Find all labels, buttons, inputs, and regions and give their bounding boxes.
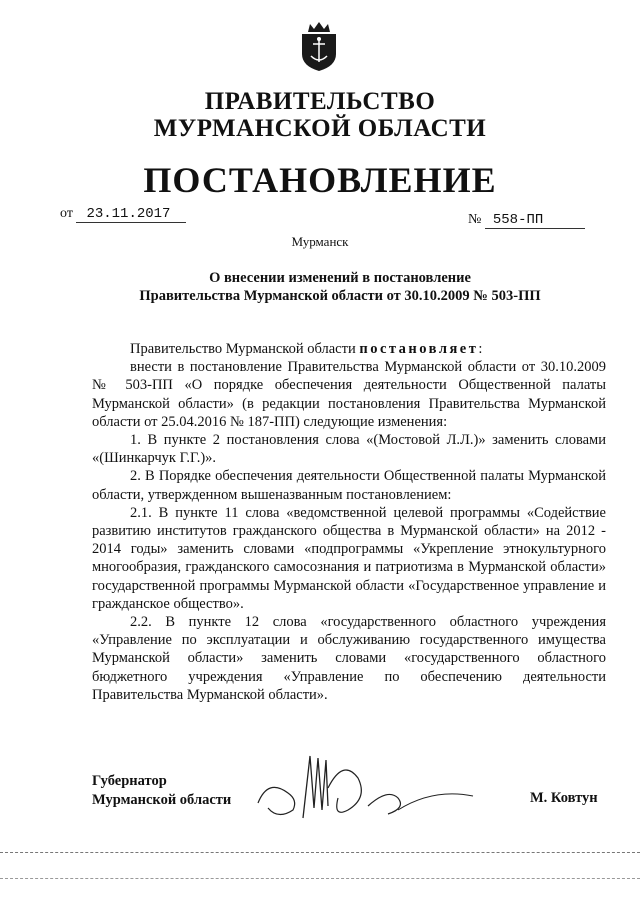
signatory-title (92, 772, 231, 810)
subject-line1: О внесении изменений в постановление (209, 270, 471, 286)
coat-of-arms-icon (298, 18, 340, 72)
organization-name-line2: МУРМАНСКОЙ ОБЛАСТИ (153, 115, 487, 142)
scan-line-bottom (0, 878, 640, 879)
item-2-2: 2.2. В пункте 12 слова «государственного областного учреждения «Управление по эксплуатации и обслуживанию государственного имущества Мурманской области» заменить словами «государственного областного бюджетного учреждения «Управление по обеспечению деятельности Правительства Мурманской области». (92, 614, 606, 703)
subject-line2: Правительства Мурманской области от 30.10.2009 № 503-ПП (139, 288, 541, 304)
main-paragraph: внести в постановление Правительства Мурманской области от 30.10.2009 № 503-ПП «О порядке обеспечения деятельности Общественной палаты Мурманской области» (в редакции постановления Правительства Мурманской области от 25.04.2016 № 187-ПП) следующие изменения: (92, 359, 606, 430)
date-value: 23.11.2017 (76, 206, 186, 223)
signatory-name: М. Ковтун (530, 790, 598, 806)
organization-name-line1: ПРАВИТЕЛЬСТВО (204, 88, 436, 115)
intro-paragraph (92, 340, 606, 358)
decree-word: постановляет (359, 341, 479, 357)
handwritten-signature (248, 748, 488, 828)
item-1: 1. В пункте 2 постановления слова «(Мостовой Л.Л.)» заменить словами «(Шинкарчук Г.Г.)». (92, 432, 606, 467)
scan-line-top (0, 852, 640, 853)
intro-prefix: Правительство Мурманской области (130, 341, 360, 357)
document-body (92, 340, 606, 704)
city: Мурманск (291, 234, 349, 249)
document-subject (60, 269, 620, 305)
document-number (468, 212, 585, 229)
date-label: от (60, 206, 73, 221)
item-2-1: 2.1. В пункте 11 слова «ведомственной целевой программы «Содействие развитию институтов гражданского общества в Мурманской области» на 2012 - 2014 годы» заменить словами «подпрограммы «Укрепление этнокультурного многообразия, гражданского самосознания и патриотизма в Мурманской области» государственной программы Мурманской области «Государственное управление и гражданское общество». (92, 504, 606, 612)
document-type-title: ПОСТАНОВЛЕНИЕ (143, 160, 497, 200)
signatory-title-line2: Мурманской области (92, 792, 232, 808)
number-label: № (468, 212, 482, 227)
number-value: 558-ПП (485, 212, 585, 229)
intro-suffix: : (478, 341, 483, 357)
document-date (60, 206, 186, 223)
signatory-title-line1: Губернатор (92, 773, 167, 789)
item-2: 2. В Порядке обеспечения деятельности Общественной палаты Мурманской области, утвержденном вышеназванным постановлением: (92, 468, 606, 503)
